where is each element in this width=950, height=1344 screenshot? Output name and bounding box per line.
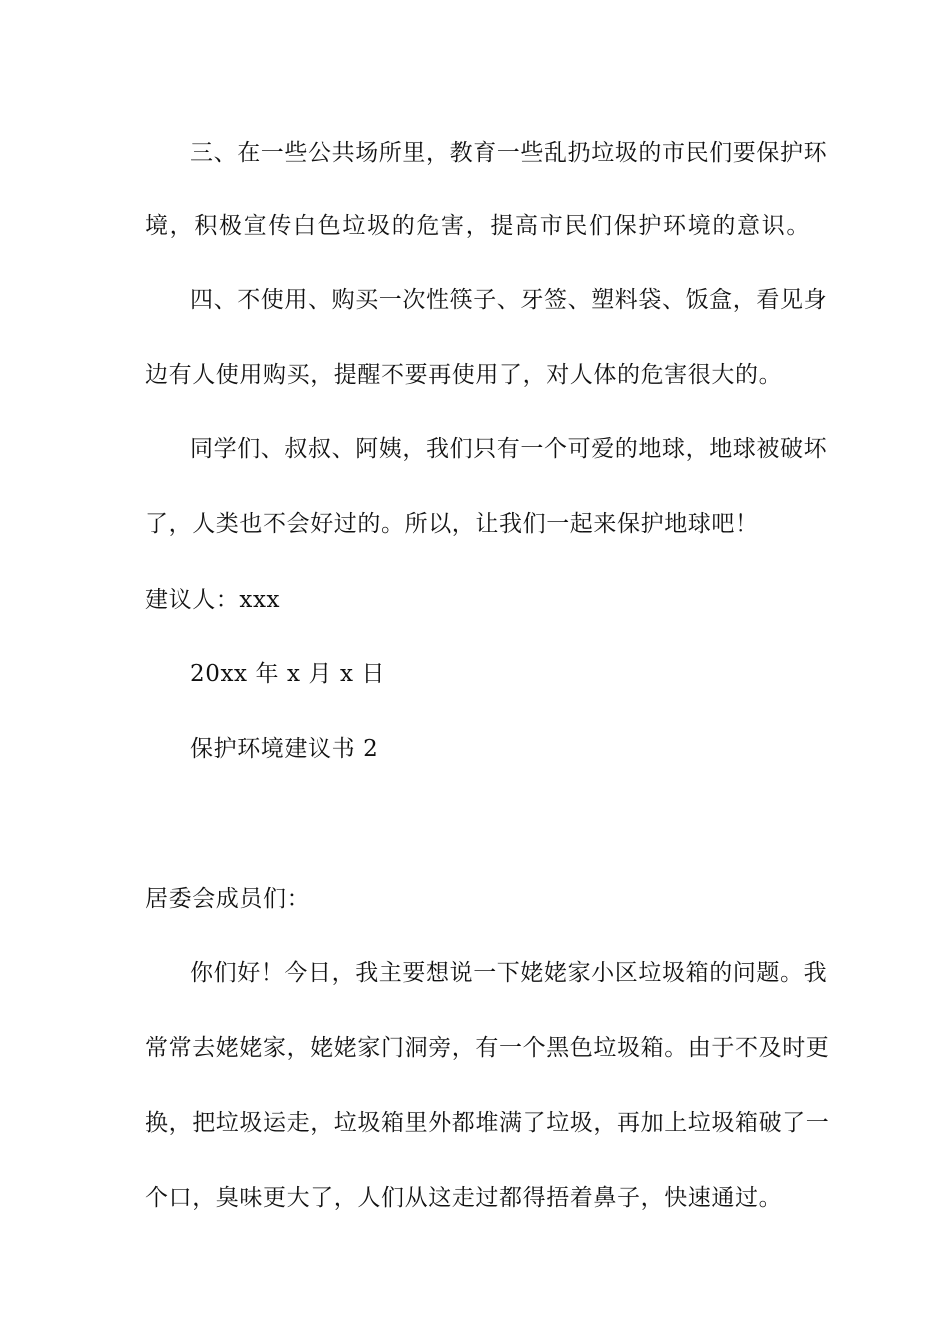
paragraph-line: 个口，臭味更大了，人们从这走过都得捂着鼻子，快速通过。	[145, 1185, 783, 1211]
paragraph-line: 换，把垃圾运走，垃圾箱里外都堆满了垃圾，再加上垃圾箱破了一	[145, 1110, 830, 1136]
paragraph-line: 了，人类也不会好过的。所以，让我们一起来保护地球吧！	[145, 511, 759, 537]
paragraph-line: 你们好！今日，我主要想说一下姥姥家小区垃圾箱的问题。我	[190, 960, 828, 986]
proposer-line: 建议人：xxx	[145, 587, 281, 613]
paragraph-line: 常常去姥姥家，姥姥家门洞旁，有一个黑色垃圾箱。由于不及时更	[145, 1035, 830, 1061]
date-line: 20xx 年 x 月 x 日	[190, 661, 386, 687]
paragraph-line: 边有人使用购买，提醒不要再使用了，对人体的危害很大的。	[145, 362, 783, 388]
salutation: 居委会成员们：	[145, 886, 311, 912]
paragraph-line: 三、在一些公共场所里，教育一些乱扔垃圾的市民们要保护环	[190, 140, 828, 166]
paragraph-line: 境，积极宣传白色垃圾的危害，提高市民们保护环境的意识。	[145, 213, 810, 239]
paragraph-line: 同学们、叔叔、阿姨，我们只有一个可爱的地球，地球被破坏	[190, 436, 828, 462]
section-title: 保护环境建议书 2	[190, 736, 379, 762]
paragraph-line: 四、不使用、购买一次性筷子、牙签、塑料袋、饭盒，看见身	[190, 287, 828, 313]
